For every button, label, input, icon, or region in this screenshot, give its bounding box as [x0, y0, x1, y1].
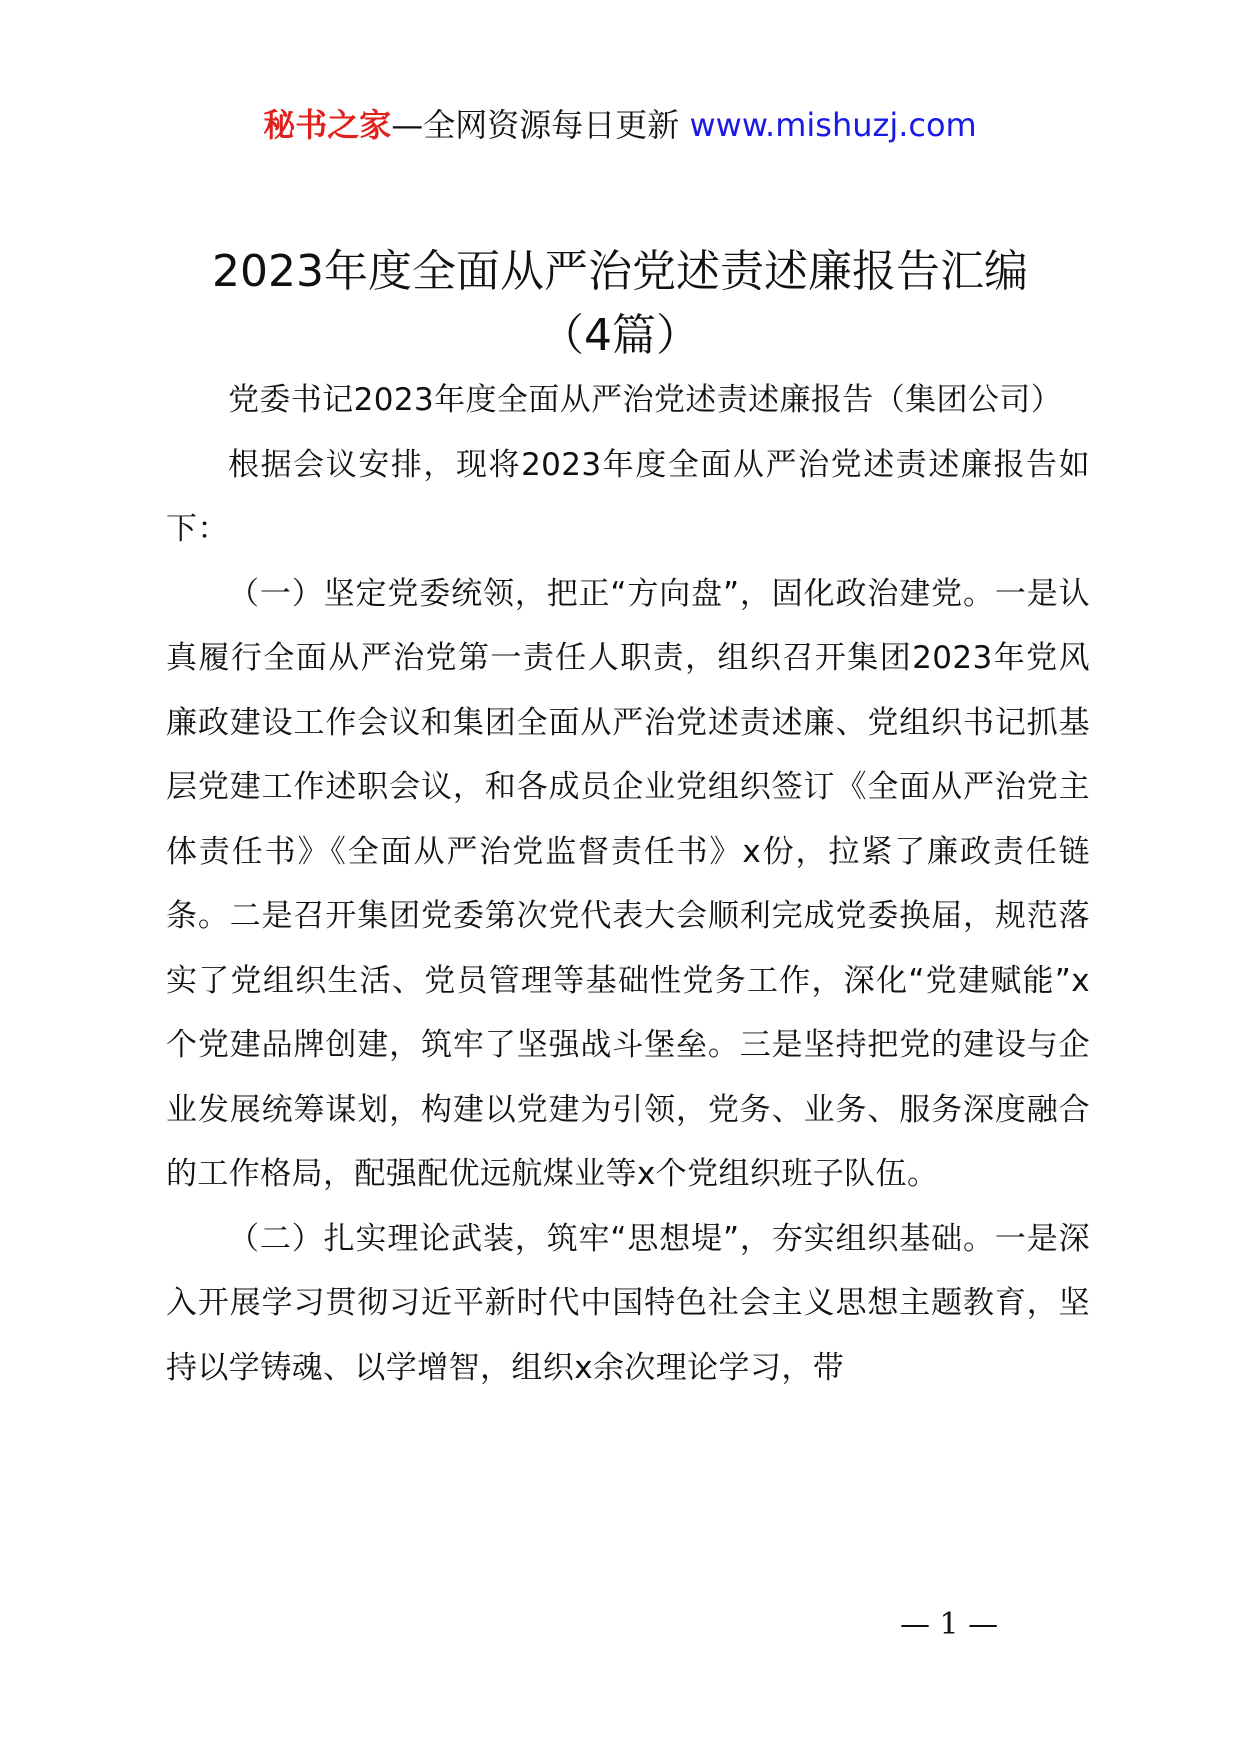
- section-two-paragraph: （二）扎实理论武装，筑牢“思想堤”，夯实组织基础。一是深入开展学习贯彻习近平新时代中国特色社会主义思想主题教育，坚持以学铸魂、以学增智，组织x余次理论学习，带: [166, 1220, 1090, 1386]
- banner-tagline: —全网资源每日更新: [391, 106, 680, 144]
- site-url[interactable]: www.mishuzj.com: [689, 106, 977, 144]
- page-number: — 1 —: [900, 1607, 999, 1642]
- intro-paragraph: 根据会议安排，现将2023年度全面从严治党述责述廉报告如下：: [166, 446, 1090, 547]
- section-one-paragraph: （一）坚定党委统领，把正“方向盘”，固化政治建党。一是认真履行全面从严治党第一责任人职责，组织召开集团2023年党风廉政建设工作会议和集团全面从严治党述责述廉、党组织书记抓基层党建工作述职会议，和各成员企业党组织签订《全面从严治党主体责任书》《全面从严治党监督责任书》x份，拉紧了廉政责任链条。二是召开集团党委第次党代表大会顺利完成党委换届，规范落实了党组织生活、党员管理等基础性党务工作，深化“党建赋能”x个党建品牌创建，筑牢了坚强战斗堡垒。三是坚持把党的建设与企业发展统筹谋划，构建以党建为引领，党务、业务、服务深度融合的工作格局，配强配优远航煤业等x个党组织班子队伍。: [166, 575, 1090, 1192]
- site-banner: [0, 100, 1240, 150]
- brand-name: 秘书之家: [263, 106, 392, 144]
- document-body: [166, 368, 1090, 1400]
- document-title-line-1: 2023年度全面从严治党述责述廉报告汇编: [212, 246, 1028, 297]
- document-title-line-2: （4篇）: [540, 310, 700, 361]
- document-title: [0, 240, 1240, 368]
- report-subtitle: 党委书记2023年度全面从严治党述责述廉报告（集团公司）: [228, 382, 1063, 418]
